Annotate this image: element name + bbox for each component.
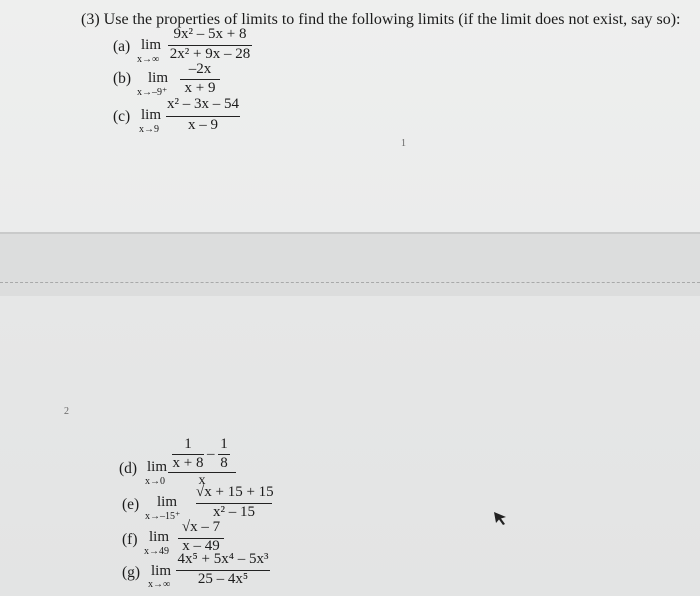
page-bottom [0, 296, 700, 596]
problem-d-inner-denominator-2: 8 [220, 455, 228, 471]
problem-b-numerator: –2x [188, 61, 212, 77]
problem-g-numerator: 4x⁵ + 5x⁴ – 5x³ [177, 551, 269, 567]
problem-e-denominator: x² – 15 [213, 504, 255, 520]
page-top [0, 0, 700, 232]
problem-e-numerator: √x + 15 + 15 [196, 484, 274, 500]
problem-d-lim: lim [147, 459, 168, 475]
problem-d-label: (d) [119, 460, 138, 477]
problem-f-numerator: √x – 7 [181, 519, 221, 535]
problem-g-denominator: 25 – 4x⁵ [197, 571, 249, 587]
stray-mark: 1 [401, 138, 406, 149]
problem-c-lim: lim [141, 107, 162, 123]
problem-c-numerator: x² – 3x – 54 [167, 96, 239, 112]
problem-c-label: (c) [113, 108, 131, 125]
problem-g-label: (g) [122, 564, 141, 581]
dashed-divider [0, 282, 700, 283]
problem-d-denominator: x [198, 473, 206, 488]
problem-d-subscript: x→0 [145, 476, 165, 487]
problem-d-inner-denominator-1: x + 8 [172, 455, 204, 471]
problem-f-label: (f) [122, 531, 138, 548]
problem-f-subscript: x→49 [144, 546, 169, 557]
problem-a-label: (a) [113, 38, 131, 55]
page-fold-band [0, 232, 700, 296]
problem-c-denominator: x – 9 [188, 117, 218, 133]
problem-g-subscript: x→∞ [148, 579, 171, 590]
problem-e-subscript: x→–15⁺ [145, 511, 181, 522]
problem-b-lim: lim [148, 70, 169, 86]
problem-e-lim: lim [157, 494, 178, 510]
problem-a-denominator: 2x² + 9x – 28 [169, 46, 251, 62]
problem-f-denominator: x – 49 [182, 538, 220, 554]
problem-b-label: (b) [113, 70, 132, 87]
problem-a-numerator: 9x² – 5x + 8 [173, 26, 247, 42]
problem-d-inner-numerator-1: 1 [184, 436, 192, 452]
mouse-cursor-icon [492, 510, 508, 526]
problem-a-lim: lim [141, 37, 162, 53]
page-marker: 2 [64, 406, 69, 417]
problem-b-denominator: x + 9 [184, 80, 216, 96]
problem-g-lim: lim [151, 563, 172, 579]
problem-c-subscript: x→9 [139, 124, 159, 135]
problem-d-minus: – [207, 446, 215, 462]
problem-e-label: (e) [122, 496, 140, 513]
fold-edge [0, 232, 700, 234]
problem-f-lim: lim [149, 529, 170, 545]
instructions-heading: (3) Use the properties of limits to find the following limits (if the limit does not exist, say so): [81, 11, 681, 28]
problem-b-subscript: x→–9⁺ [137, 87, 168, 98]
problem-d-inner-numerator-2: 1 [220, 436, 228, 452]
problem-a-subscript: x→∞ [137, 54, 160, 65]
